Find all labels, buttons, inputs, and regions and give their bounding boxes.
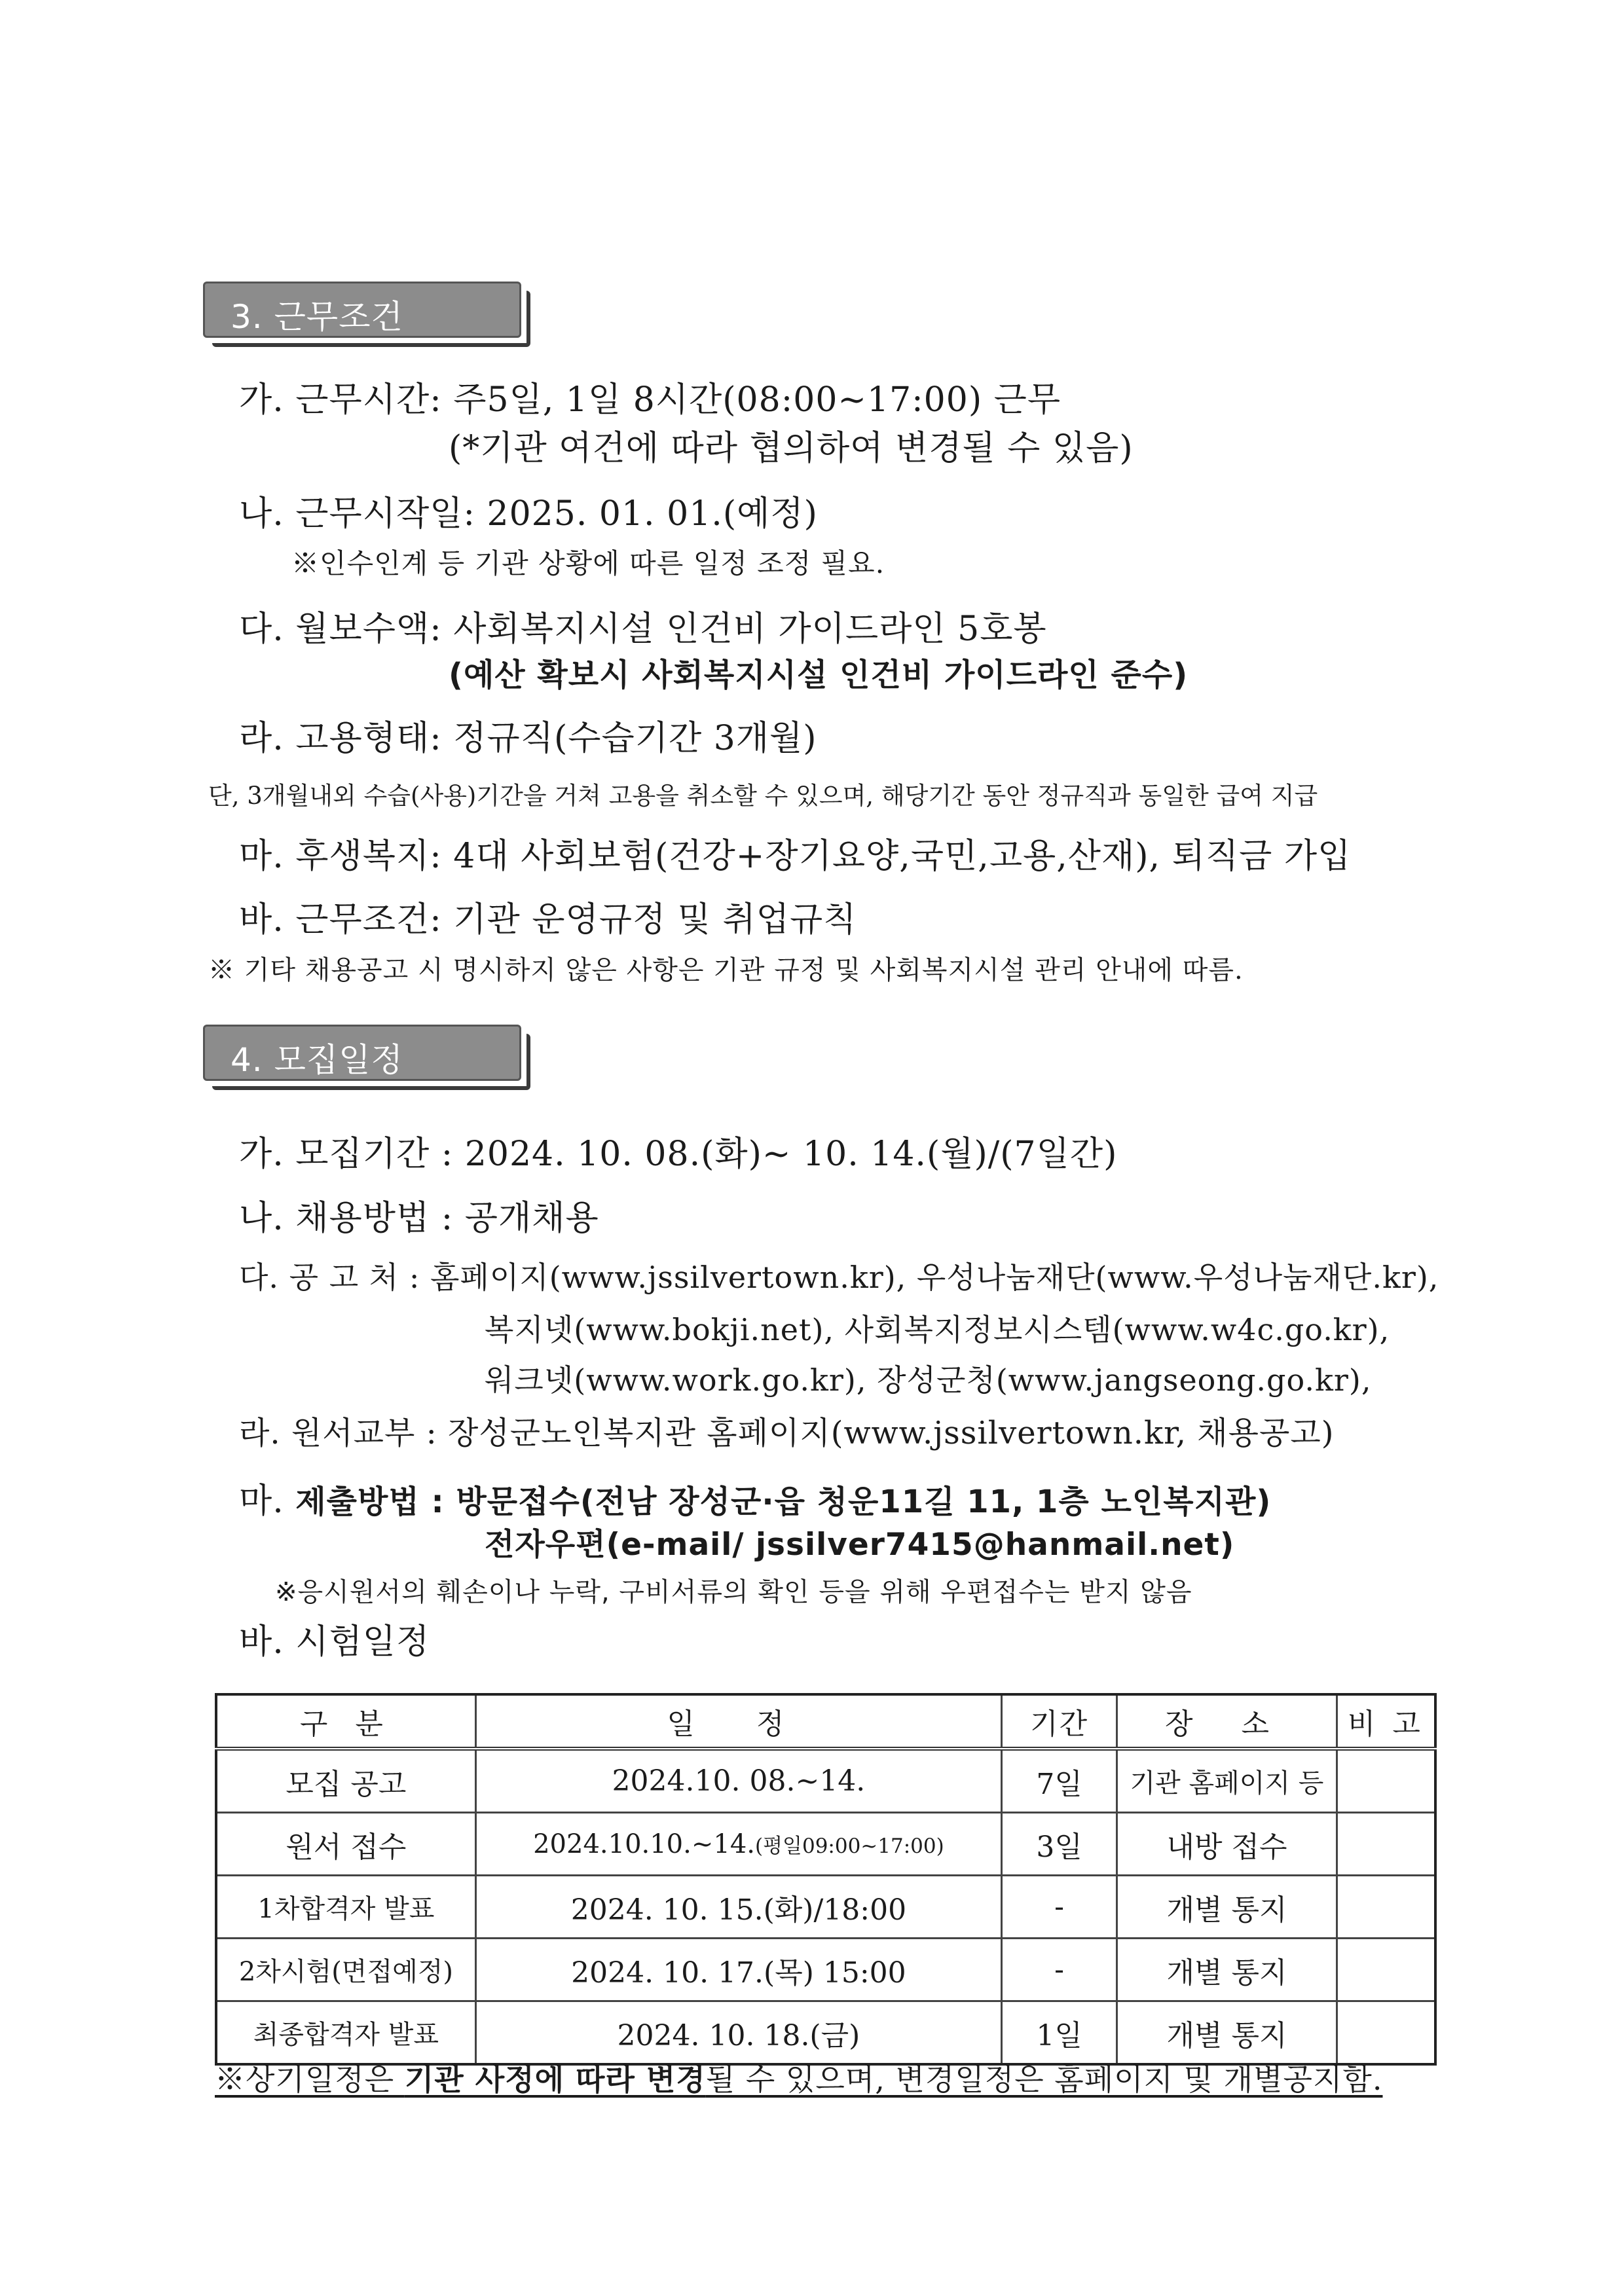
cell-note [1337, 1813, 1435, 1876]
cell-period: 1일 [1002, 2001, 1117, 2065]
s4-ma-label: 제출방법 : 방문접수(전남 장성군·읍 청운11길 11, 1층 노인복지관) [295, 1484, 1272, 1520]
section3-header [203, 282, 530, 347]
cell-date-main: 2024.10.10.~14. [533, 1829, 755, 1859]
header-place: 장 소 [1117, 1694, 1337, 1749]
s3-na: 나. 근무시작일: 2025. 01. 01.(예정) [239, 494, 818, 534]
footnote [215, 2056, 1382, 2099]
footnote-part3: 될 수 있으며, 변경일정은 홈페이지 및 개별공지함. [705, 2062, 1383, 2097]
cell-place: 개별 통지 [1117, 1876, 1337, 1939]
schedule-header-row [216, 1694, 1435, 1749]
cell-category: 2차시험(면접예정) [216, 1939, 475, 2001]
section4-title: 4. 모집일정 [231, 1041, 403, 1079]
cell-note [1337, 1876, 1435, 1939]
cell-note [1337, 1749, 1435, 1813]
s3-da-sub: (예산 확보시 사회복지시설 인건비 가이드라인 준수) [449, 657, 1189, 693]
s4-da-line2: 복지넷(www.bokji.net), 사회복지정보시스템(www.w4c.go.kr), [485, 1312, 1390, 1347]
s3-ma: 마. 후생복지: 4대 사회보험(건강+장기요양,국민,고용,산재), 퇴직금 가입 [239, 837, 1352, 876]
cell-date: 2024. 10. 17.(목) 15:00 [475, 1939, 1001, 2001]
header-category: 구 분 [216, 1694, 475, 1749]
s3-ga-sub: (*기관 여건에 따라 협의하여 변경될 수 있음) [449, 429, 1134, 468]
cell-date [475, 1813, 1001, 1876]
s4-da: 다. 공 고 처 : 홈페이지(www.jssilvertown.kr), 우성나눔재단(www.우성나눔재단.kr), [239, 1260, 1439, 1295]
cell-period: - [1002, 1939, 1117, 2001]
cell-note [1337, 2001, 1435, 2065]
section3-title: 3. 근무조건 [231, 298, 403, 336]
cell-period: 7일 [1002, 1749, 1117, 1813]
cell-note [1337, 1939, 1435, 2001]
cell-category: 최종합격자 발표 [216, 2001, 475, 2065]
header-note: 비 고 [1337, 1694, 1435, 1749]
s3-ra: 라. 고용형태: 정규직(수습기간 3개월) [239, 719, 817, 758]
schedule-table [215, 1693, 1437, 2066]
s4-ma-prefix: 마. [239, 1482, 296, 1521]
cell-period: - [1002, 1876, 1117, 1939]
section4-header [203, 1025, 530, 1090]
cell-place: 내방 접수 [1117, 1813, 1337, 1876]
s4-na: 나. 채용방법 : 공개채용 [239, 1199, 599, 1238]
s3-ba: 바. 근무조건: 기관 운영규정 및 취업규칙 [239, 900, 857, 939]
s3-ra-note: 단, 3개월내외 수습(사용)기간을 거쳐 고용을 취소할 수 있으며, 해당기간 동안 정규직과 동일한 급여 지급 [208, 782, 1318, 810]
s3-ga: 가. 근무시간: 주5일, 1일 8시간(08:00~17:00) 근무 [239, 380, 1061, 420]
s4-ga: 가. 모집기간 : 2024. 10. 08.(화)~ 10. 14.(월)/(7일간) [239, 1135, 1118, 1174]
cell-date: 2024.10. 08.~14. [475, 1749, 1001, 1813]
s4-ra: 라. 원서교부 : 장성군노인복지관 홈페이지(www.jssilvertown.kr, 채용공고) [239, 1415, 1335, 1451]
s4-ma [239, 1473, 1271, 1522]
cell-date: 2024. 10. 15.(화)/18:00 [475, 1876, 1001, 1939]
cell-date: 2024. 10. 18.(금) [475, 2001, 1001, 2065]
footnote-part2: 기관 사정에 따라 변경 [404, 2062, 706, 2097]
s4-ba: 바. 시험일정 [239, 1622, 430, 1662]
cell-category: 모집 공고 [216, 1749, 475, 1813]
s3-na-note: ※인수인계 등 기관 상황에 따른 일정 조정 필요. [291, 547, 885, 579]
footnote-part1: ※상기일정은 [215, 2062, 405, 2097]
table-row [216, 2001, 1435, 2065]
cell-place: 개별 통지 [1117, 2001, 1337, 2065]
s3-etc-note: ※ 기타 채용공고 시 명시하지 않은 사항은 기관 규정 및 사회복지시설 관리 안내에 따름. [208, 955, 1244, 985]
table-row [216, 1876, 1435, 1939]
cell-place: 개별 통지 [1117, 1939, 1337, 2001]
cell-category: 1차합격자 발표 [216, 1876, 475, 1939]
s4-ma-note: ※응시원서의 훼손이나 누락, 구비서류의 확인 등을 위해 우편접수는 받지 않음 [275, 1577, 1192, 1607]
header-period: 기간 [1002, 1694, 1117, 1749]
cell-date-extra: (평일09:00~17:00) [754, 1834, 944, 1858]
cell-category: 원서 접수 [216, 1813, 475, 1876]
table-row [216, 1939, 1435, 2001]
cell-place: 기관 홈페이지 등 [1117, 1749, 1337, 1813]
header-date: 일 정 [475, 1694, 1001, 1749]
table-row [216, 1813, 1435, 1876]
s3-da: 다. 월보수액: 사회복지시설 인건비 가이드라인 5호봉 [239, 610, 1047, 649]
table-row [216, 1749, 1435, 1813]
s4-ma-line2: 전자우편(e-mail/ jssilver7415@hanmail.net) [485, 1527, 1235, 1563]
cell-period: 3일 [1002, 1813, 1117, 1876]
s4-da-line3: 워크넷(www.work.go.kr), 장성군청(www.jangseong.go.kr), [485, 1362, 1372, 1398]
